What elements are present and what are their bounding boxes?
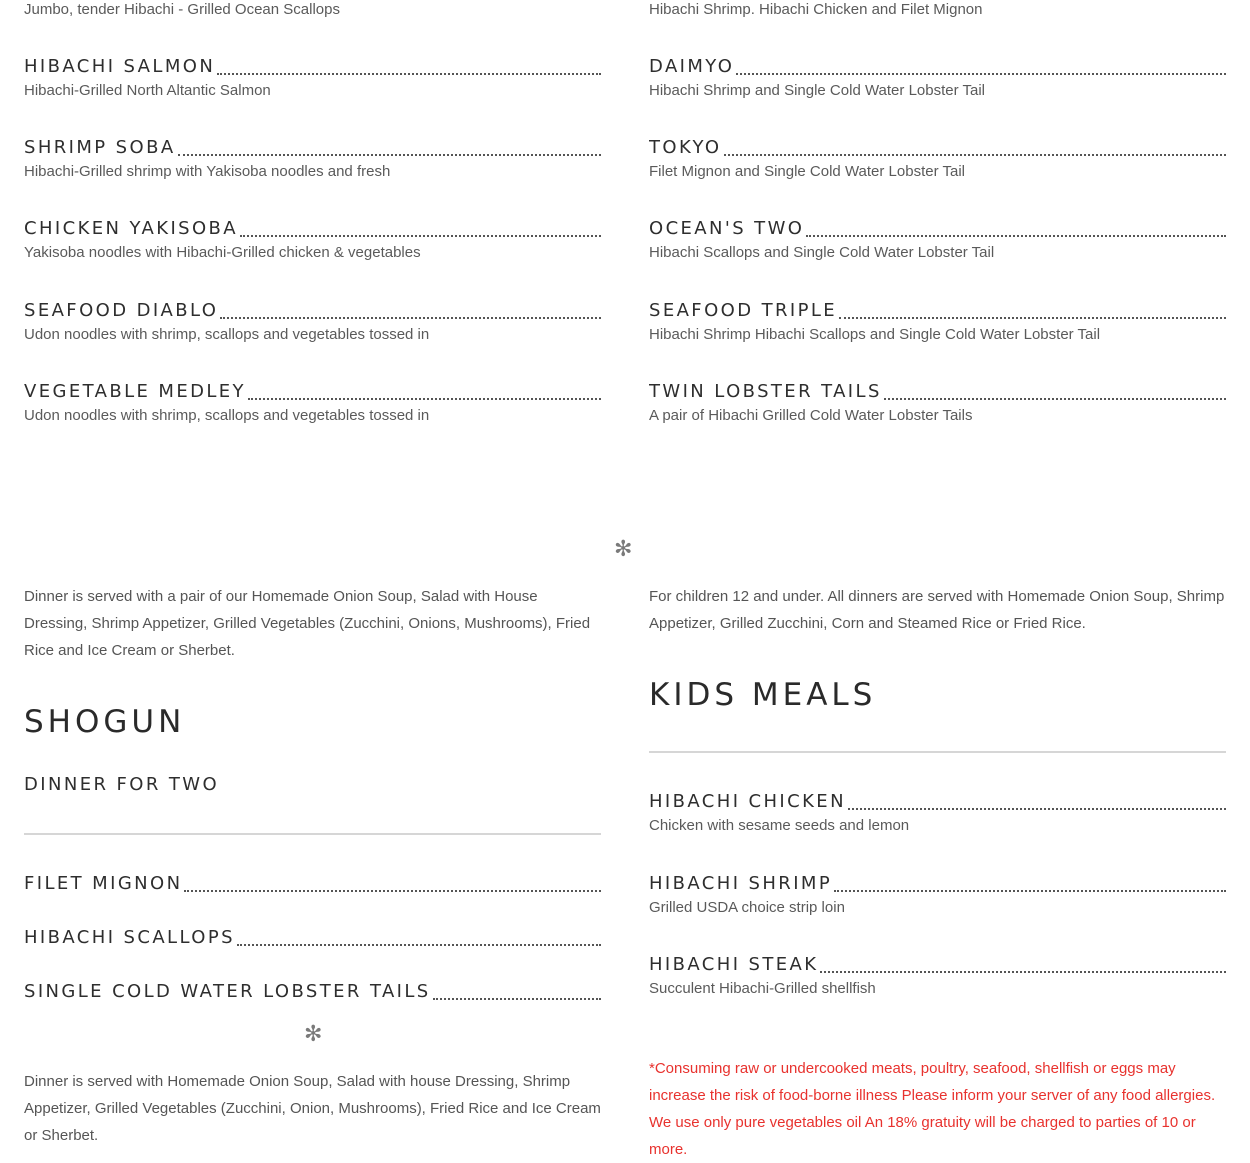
menu-item-name	[649, 954, 1226, 978]
menu-item-name	[24, 218, 601, 242]
menu-item-label: SINGLE COLD WATER LOBSTER TAILS	[24, 981, 431, 1002]
dot-leader	[433, 994, 601, 1000]
menu-item-name	[24, 56, 601, 80]
menu-item-description: Succulent Hibachi-Grilled shellfish	[649, 980, 876, 997]
menu-item-name	[24, 981, 601, 1005]
menu-item-name	[649, 873, 1226, 897]
menu-item-name	[649, 218, 1226, 242]
menu-item	[649, 300, 1226, 345]
menu-item-name	[24, 137, 601, 161]
menu-item	[649, 218, 1226, 263]
menu-item-label: SEAFOOD TRIPLE	[649, 300, 838, 321]
menu-item-label: CHICKEN YAKISOBA	[24, 218, 239, 239]
menu-item	[24, 927, 601, 951]
top-right-description: Hibachi Shrimp. Hibachi Chicken and Filet Mignon	[649, 1, 983, 18]
menu-item-description: Yakisoba noodles with Hibachi-Grilled chicken & vegetables	[24, 244, 421, 261]
dot-leader	[184, 886, 601, 892]
dot-leader	[217, 69, 601, 75]
dot-leader	[834, 886, 1226, 892]
menu-item-label: DAIMYO	[649, 56, 735, 77]
menu-item-label: HIBACHI SALMON	[24, 56, 216, 77]
dot-leader	[848, 804, 1226, 810]
shogun-title: SHOGUN	[24, 704, 186, 740]
dot-leader	[736, 69, 1226, 75]
menu-item-name	[24, 300, 601, 324]
menu-item	[24, 218, 601, 263]
menu-item	[649, 873, 1226, 918]
dot-leader	[820, 967, 1226, 973]
dot-leader	[724, 150, 1226, 156]
section-divider	[24, 833, 601, 835]
kids-title: KIDS MEALS	[649, 677, 877, 713]
dot-leader	[248, 394, 601, 400]
menu-item	[24, 137, 601, 182]
menu-item	[24, 56, 601, 101]
menu-item-description: Udon noodles with shrimp, scallops and vegetables tossed in	[24, 407, 430, 424]
dot-leader	[240, 231, 601, 237]
menu-item	[649, 791, 1226, 836]
menu-item-description: Hibachi-Grilled shrimp with Yakisoba noodles and fresh	[24, 163, 391, 180]
section-divider	[649, 751, 1226, 753]
menu-item-name	[649, 381, 1226, 405]
allergy-notice: *Consuming raw or undercooked meats, poultry, seafood, shellfish or eggs may increase the risk of food-borne illness Please inform your server of any food allergies. We use only pure vegetables oil An 18% gratuity will be charged to parties of 10 or more.	[649, 1060, 1216, 1158]
menu-item-label: SEAFOOD DIABLO	[24, 300, 219, 321]
shogun-footer: Dinner is served with Homemade Onion Soup, Salad with house Dressing, Shrimp Appetizer, Grilled Vegetables (Zucchini, Onion, Mushrooms), Fried Rice and Ice Cream or Sherbet.	[24, 1073, 601, 1144]
menu-item	[24, 873, 601, 897]
menu-item-description: A pair of Hibachi Grilled Cold Water Lobster Tails	[649, 407, 973, 424]
menu-item-name	[649, 791, 1226, 815]
menu-item-description: Hibachi Scallops and Single Cold Water Lobster Tail	[649, 244, 995, 261]
menu-item-description: Chicken with sesame seeds and lemon	[649, 817, 910, 834]
menu-item-description: Filet Mignon and Single Cold Water Lobster Tail	[649, 163, 965, 180]
menu-item-name	[649, 56, 1226, 80]
menu-item-label: HIBACHI SCALLOPS	[24, 927, 235, 948]
menu-item	[649, 56, 1226, 101]
menu-item-name	[24, 927, 601, 951]
dot-leader	[237, 940, 601, 946]
menu-item-name	[649, 300, 1226, 324]
menu-item-description: Hibachi Shrimp and Single Cold Water Lobster Tail	[649, 82, 985, 99]
menu-item-label: OCEAN'S TWO	[649, 218, 805, 239]
menu-item	[649, 381, 1226, 426]
menu-item-description: Udon noodles with shrimp, scallops and vegetables tossed in	[24, 326, 430, 343]
dot-leader	[220, 313, 601, 319]
menu-item-description: Hibachi Shrimp Hibachi Scallops and Single Cold Water Lobster Tail	[649, 326, 1101, 343]
menu-item	[649, 137, 1226, 182]
menu-item-name	[649, 137, 1226, 161]
dot-leader	[806, 231, 1226, 237]
menu-item-label: HIBACHI STEAK	[649, 954, 819, 975]
menu-item-label: TOKYO	[649, 137, 722, 158]
kids-intro: For children 12 and under. All dinners are served with Homemade Onion Soup, Shrimp Appetizer, Grilled Zucchini, Corn and Steamed Rice or Fried Rice.	[649, 588, 1225, 632]
menu-item-name	[24, 381, 601, 405]
shogun-subtitle: DINNER FOR TWO	[24, 774, 220, 795]
menu-item-label: TWIN LOBSTER TAILS	[649, 381, 882, 402]
top-left-description: Jumbo, tender Hibachi - Grilled Ocean Scallops	[24, 1, 340, 18]
menu-item-name	[24, 873, 601, 897]
menu-item	[649, 954, 1226, 999]
menu-item-description: Grilled USDA choice strip loin	[649, 899, 845, 916]
menu-item-description: Hibachi-Grilled North Altantic Salmon	[24, 82, 271, 99]
star-divider-icon: ✻	[614, 537, 633, 562]
menu-item-label: HIBACHI SHRIMP	[649, 873, 833, 894]
menu-item-label: VEGETABLE MEDLEY	[24, 381, 246, 402]
menu-item-label: HIBACHI CHICKEN	[649, 791, 846, 812]
dot-leader	[839, 313, 1226, 319]
menu-item-label: SHRIMP SOBA	[24, 137, 176, 158]
star-divider-icon: ✻	[304, 1022, 323, 1047]
menu-item-label: FILET MIGNON	[24, 873, 183, 894]
menu-item	[24, 381, 601, 426]
shogun-intro: Dinner is served with a pair of our Homemade Onion Soup, Salad with House Dressing, Shrimp Appetizer, Grilled Vegetables (Zucchini, Onions, Mushrooms), Fried Rice and Ice Cream or Sherbet.	[24, 588, 591, 659]
dot-leader	[178, 150, 601, 156]
menu-item	[24, 300, 601, 345]
menu-item	[24, 981, 601, 1005]
dot-leader	[884, 394, 1226, 400]
